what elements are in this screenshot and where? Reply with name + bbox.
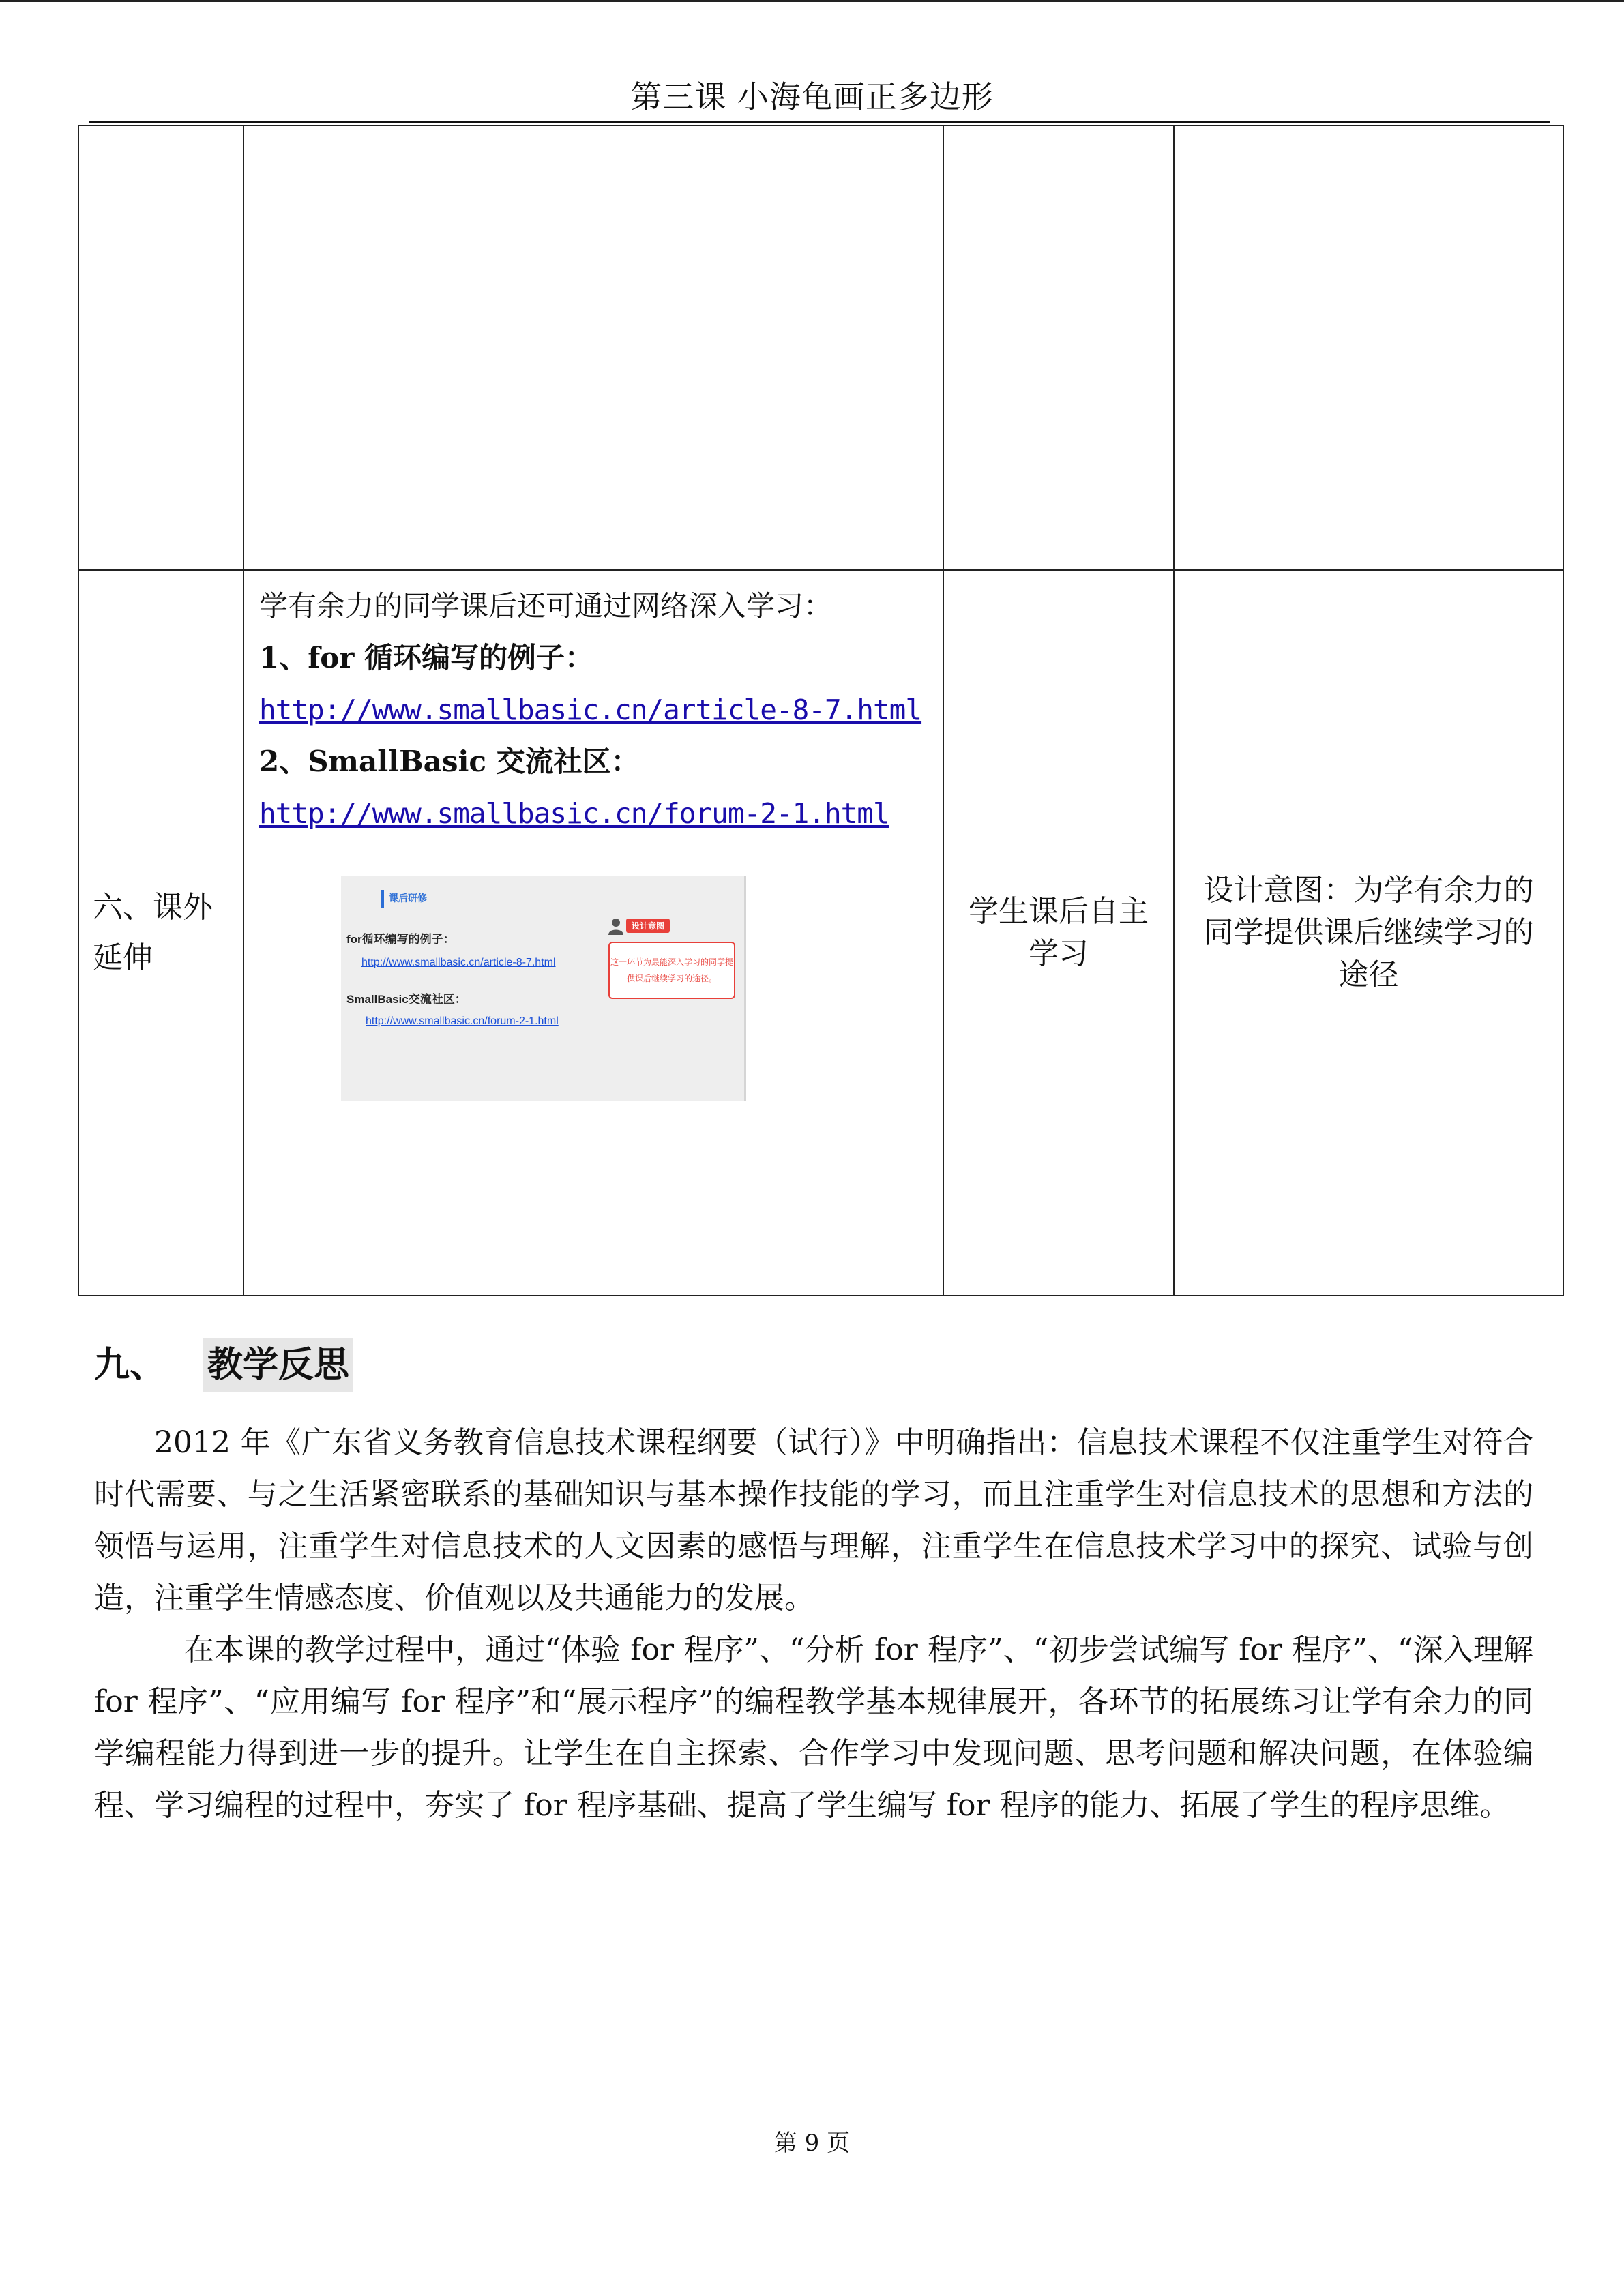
user-icon <box>607 917 625 935</box>
page-header-title: 第三课 小海龟画正多边形 <box>630 78 994 115</box>
lesson-plan-table <box>78 125 1564 1296</box>
article-link[interactable]: http://www.smallbasic.cn/article-8-7.html <box>259 694 922 726</box>
screenshot-link-article[interactable]: http://www.smallbasic.cn/article-8-7.html <box>361 957 556 968</box>
design-intent-cell: 设计意图：为学有余力的同学提供课后继续学习的途径 <box>1174 570 1563 1296</box>
section-number: 九、 <box>94 1345 166 1386</box>
item2-title: 2、SmallBasic 交流社区： <box>259 745 640 778</box>
accent-bar <box>381 890 384 908</box>
section-heading <box>94 1338 353 1392</box>
table-cell <box>78 125 243 570</box>
section-title: 教学反思 <box>203 1338 353 1392</box>
reflection-body <box>94 1417 1533 1832</box>
extension-intro: 学有余力的同学课后还可通过网络深入学习： <box>259 589 833 623</box>
screenshot-link-forum[interactable]: http://www.smallbasic.cn/forum-2-1.html <box>366 1015 559 1027</box>
table-cell <box>943 125 1174 570</box>
table-row-extension <box>78 570 1563 1296</box>
page-number: 第 9 页 <box>773 2130 851 2157</box>
stage-label: 六、课外延伸 <box>78 570 243 1296</box>
design-note: 这一环节为最能深入学习的同学提供课后继续学习的途径。 <box>608 942 735 999</box>
item1-title: 1、for 循环编写的例子： <box>259 641 594 674</box>
page-top-border <box>0 0 1624 2</box>
forum-link[interactable]: http://www.smallbasic.cn/forum-2-1.html <box>259 797 889 830</box>
screenshot-label-for: for循环编写的例子： <box>346 933 455 946</box>
table-row-continued <box>78 125 1563 570</box>
screenshot-label-community: SmallBasic交流社区： <box>346 993 467 1006</box>
student-activity-cell: 学生课后自主学习 <box>943 570 1174 1296</box>
screenshot-heading: 课后研修 <box>389 893 427 904</box>
header-rule <box>89 121 1550 123</box>
reflection-paragraph-2: 在本课的教学过程中，通过“体验 for 程序”、“分析 for 程序”、“初步尝试编写 for 程序”、“深入理解 for 程序”、“应用编写 for 程序”和“展示程序”的编程教学基本规律展开，各环节的拓展练习让学有余力的同学编程能力得到进一步的提升。让学生在自主探索、合作学习中发现问题、思考问题和解决问题，在体验编程、学习编程的过程中，夯实了 for 程序基础、提高了学生编写 for 程序的能力、拓展了学生的程序思维。 <box>94 1632 1533 1823</box>
teaching-content-cell <box>243 570 943 1296</box>
slide-screenshot <box>341 876 746 1101</box>
design-badge: 设计意图 <box>626 919 670 933</box>
reflection-paragraph-1: 2012 年《广东省义务教育信息技术课程纲要（试行）》中明确指出：信息技术课程不仅注重学生对符合时代需要、与之生活紧密联系的基础知识与基本操作技能的学习，而且注重学生对信息技术的思想和方法的领悟与运用，注重学生对信息技术的人文因素的感悟与理解，注重学生在信息技术学习中的探究、试验与创造，注重学生情感态度、价值观以及共通能力的发展。 <box>94 1425 1533 1615</box>
table-cell <box>243 125 943 570</box>
table-cell <box>1174 125 1563 570</box>
